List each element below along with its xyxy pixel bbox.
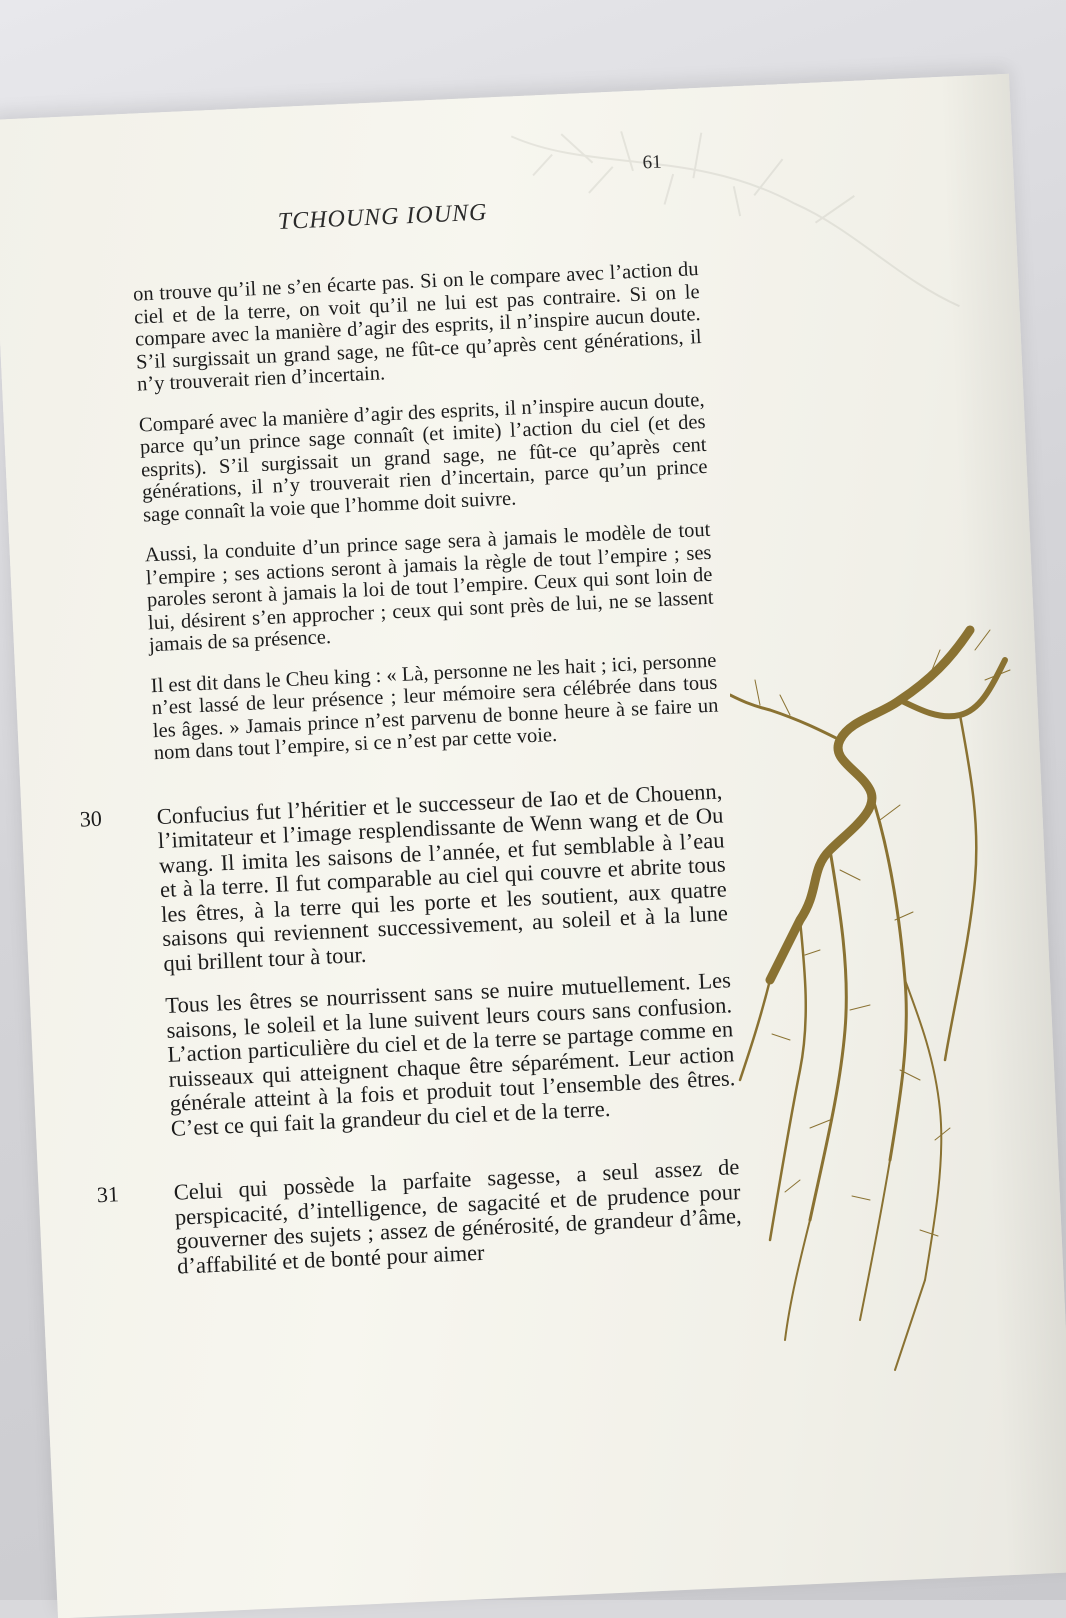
paragraph: Aussi, la conduite d’un prince sage sera à jamais le modèle de tout l’empire ; ses actions seront à jamais la règle de tout l’empire ; ses paroles seront à jamais la loi de tout l’empire. Ceux qui sont loin de lui, désirent s’en approcher ; ceux qui sont près de lui, ne se lassent jamais de sa présence.: [144, 518, 714, 657]
paragraph: Comparé avec la manière d’agir des esprits, il n’inspire aucun doute, parce qu’un prince sage connaît (et imite) l’action du ciel (et des esprits). S’il surgissait un grand sage, ne fût-ce qu’après cent générations, il n’y trouverait rien d’incertain, parce qu’un prince sage connaît la voie que l’homme doit suivre.: [138, 388, 708, 526]
section-31: [96, 1154, 743, 1279]
running-head: TCHOUNG IOUNG: [277, 199, 488, 236]
paragraph: Tous les êtres se nourrissent sans se nuire mutuellement. Les saisons, le soleil et la lune suivent leurs cours sans confusion. L’action particulière du ciel et de la terre se partage comme en ruisseaux qui atteignent chaque être séparément. Leur action générale atteint à la fois et produit tout l’ensemble des êtres. C’est ce qui fait la grandeur du ciel et de la terre.: [164, 967, 736, 1141]
paragraph: on trouve qu’il ne s’en écarte pas. Si on le compare avec l’action du ciel et de la terre, on voit qu’il ne lui est pas contraire. Si on le compare avec la manière d’agir des esprits, il n’inspire aucun doute. S’il surgissait un grand sage, ne fût-ce qu’après cent générations, il n’y trouverait rien d’incertain.: [132, 258, 703, 396]
paragraph: Celui qui possède la parfaite sagesse, a seul assez de perspicacité, d’intelligence, de sagacité et de prudence pour gouverner des sujets ; assez de générosité, de grandeur d’âme, d’affabilité et de bonté pour aimer: [173, 1154, 743, 1279]
page-number: 61: [642, 151, 663, 174]
paragraph: Il est dit dans le Cheu king : « Là, personne ne les hait ; ici, personne n’est lassé de leur présence ; leur mémoire sera célébrée dans tous les âges. » Jamais prince n’est parvenu de bonne heure à se faire un nom dans tout l’empire, si ce n’est par cette voie.: [150, 649, 719, 765]
section-30: [79, 777, 737, 1141]
section-number: 31: [96, 1181, 120, 1208]
gold-branch-illustration: [730, 620, 1030, 1380]
paragraph: Confucius fut l’héritier et le successeur de Iao et de Chouenn, l’imitateur et l’image resplendissante de Wenn wang et de Ou wang. Il imita les saisons de l’année, et fut semblable à l’eau et à la terre. Il fut comparable au ciel qui couvre et abrite tous les êtres, à la terre qui les porte et les soutient, aux quatre saisons qui reviennent successivement, au soleil et à la lune qui brillent tour à tour.: [156, 777, 729, 976]
section-number: 30: [79, 805, 103, 832]
body-text: [79, 258, 744, 1297]
